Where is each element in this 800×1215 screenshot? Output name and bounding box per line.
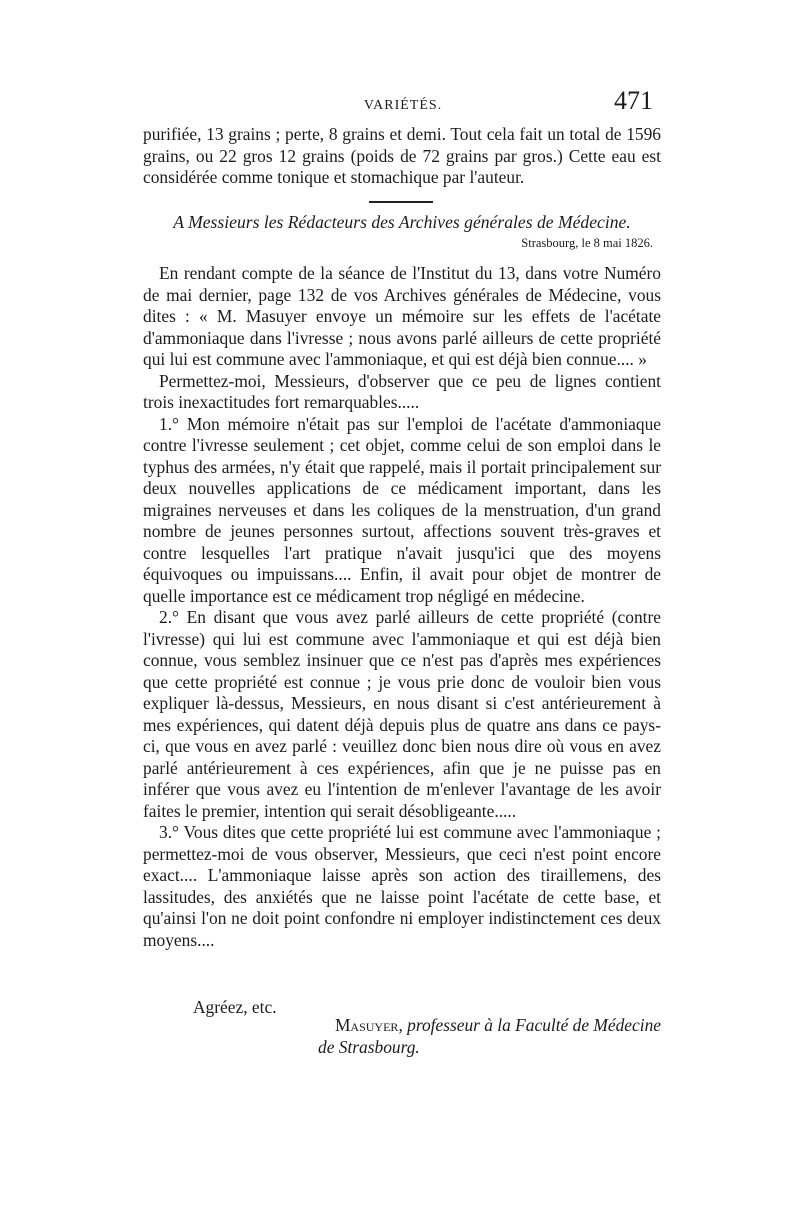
letter-title: A Messieurs les Rédacteurs des Archives générales de Médecine. (173, 212, 631, 232)
running-head: VARIÉTÉS. (363, 98, 443, 113)
paragraph-continuation: purifiée, 13 grains ; perte, 8 grains et demi. Tout cela fait un total de 1596 grains, ou 22 gros 12 grains (poids de 72 grains par gros.) Cette eau est considérée comme tonique et stomachique par l'auteur. (143, 124, 661, 187)
letter-paragraph: Permettez-moi, Messieurs, d'observer que ce peu de lignes contient trois inexactitudes fort remarquables..... (143, 370, 661, 412)
signature-place: de Strasbourg. (318, 1037, 420, 1057)
letter-paragraph: 1.° Mon mémoire n'était pas sur l'emploi de l'acétate d'ammoniaque contre l'ivresse seulement ; cet objet, comme celui de son emploi dans le typhus des armées, n'y était que rappelé, mais il portait principalement sur deux nouvelles applications de ce médicament important, dans les migraines nerveuses et dans les coliques de la menstruation, d'un grand nombre de jeunes personnes surtout, affections souvent très-graves et contre lesquelles l'art pratique n'avait jusqu'ici que des moyens équivoques ou impuissans.... Enfin, il avait pour objet de montrer de quelle importance est ce médicament trop négligé en médecine. (143, 413, 661, 606)
letter-dateline: Strasbourg, le 8 mai 1826. (521, 236, 653, 250)
page-number: 471 (614, 86, 653, 115)
letter-paragraph: En rendant compte de la séance de l'Institut du 13, dans votre Numéro de mai dernier, page 132 de vos Archives générales de Médecine, vous dites : « M. Masuyer envoye un mémoire sur les effets de l'acétate d'ammoniaque dans l'ivresse ; nous avons parlé ailleurs de cette propriété qui lui est commune avec l'ammoniaque, et qui est déjà bien connue.... » (143, 263, 661, 369)
letter-paragraph: 2.° En disant que vous avez parlé ailleurs de cette propriété (contre l'ivresse) qui lui est commune avec l'ammoniaque et qui est déjà bien connue, vous semblez insinuer que ce n'est pas d'après mes expériences que cette propriété est connue ; je vous prie donc de vouloir bien vous expliquer là-dessus, Messieurs, en nous disant si c'est antérieurement à mes expériences, qui datent déjà depuis plus de quatre ans dans ce pays-ci, que vous en avez parlé : veuillez donc bien nous dire où vous en avez parlé antérieurement à ces expériences, afin que je ne puisse pas en inférer que vous avez eu l'intention de m'enlever l'avantage de les avoir faites le premier, intention qui serait désobligeante..... (143, 607, 661, 821)
section-divider (369, 201, 433, 203)
signature (143, 1015, 661, 1037)
letter-body (143, 263, 661, 951)
letter-paragraph: 3.° Vous dites que cette propriété lui est commune avec l'ammoniaque ; permettez-moi de vous observer, Messieurs, que ceci n'est point encore exact.... L'ammoniaque laisse après son action des tiraillemens, des lassitudes, des anxiétés que ne laisse point l'acétate de cette base, et qu'ainsi l'on ne doit point confondre ni employer indistinctement ces deux moyens.... (143, 822, 661, 950)
signature-name: Masuyer (334, 1015, 399, 1035)
signature-title: , professeur à la Faculté de Médecine (398, 1015, 661, 1035)
letter-closing: Agréez, etc. (193, 997, 277, 1017)
text-block-top (143, 124, 661, 189)
